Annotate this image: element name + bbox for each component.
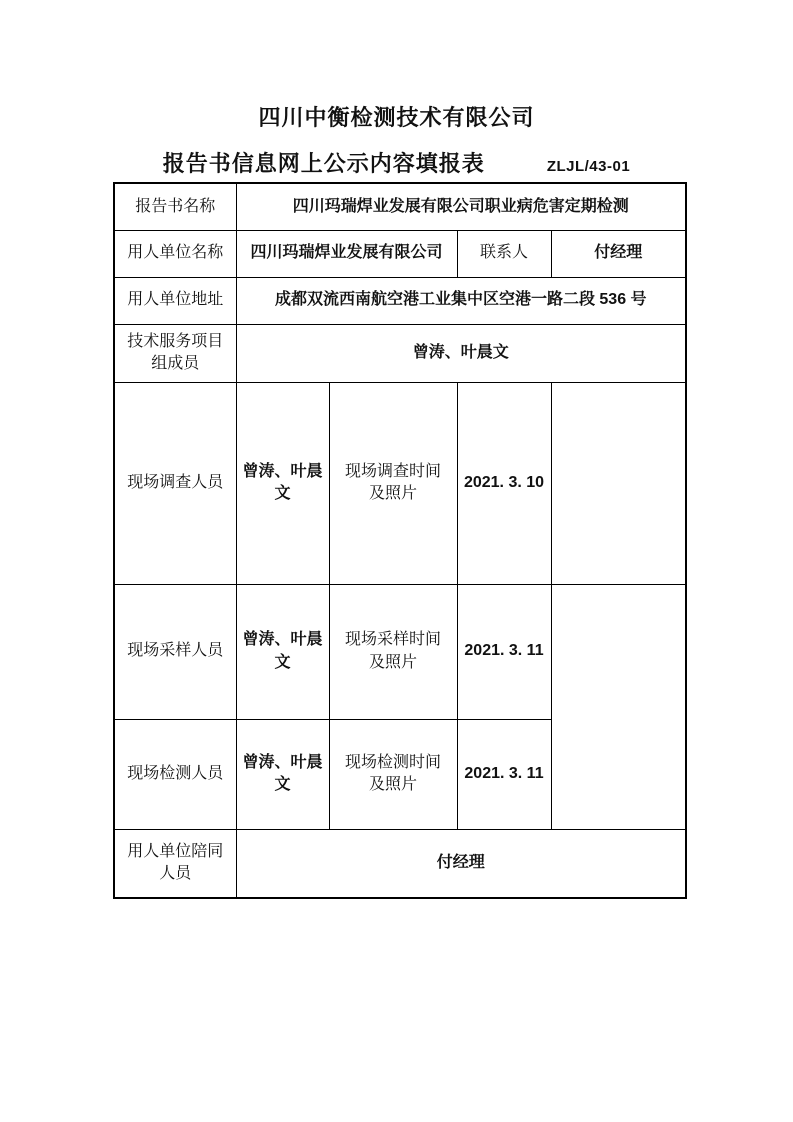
site-survey-personnel: 曾涛、叶晨文 xyxy=(236,382,329,584)
accompanying-person-label: 用人单位陪同人员 xyxy=(114,829,236,898)
employer-address-value: 成都双流西南航空港工业集中区空港一路二段 536 号 xyxy=(236,277,686,324)
form-code: ZLJL/43-01 xyxy=(546,158,631,175)
contact-name-value: 付经理 xyxy=(551,230,686,277)
employer-address-label: 用人单位地址 xyxy=(114,277,236,324)
site-testing-time-photo-label: 现场检测时间及照片 xyxy=(329,719,457,829)
row-project-team xyxy=(114,324,686,382)
site-sampling-time-photo-label: 现场采样时间及照片 xyxy=(329,584,457,719)
site-survey-time-photo-label: 现场调查时间及照片 xyxy=(329,382,457,584)
row-site-survey xyxy=(114,382,686,584)
form-title: 报告书信息网上公示内容填报表 xyxy=(162,151,485,176)
row-accompanying-person xyxy=(114,829,686,898)
site-survey-label: 现场调查人员 xyxy=(114,382,236,584)
report-info-table xyxy=(113,182,687,899)
site-testing-date: 2021. 3. 11 xyxy=(457,719,551,829)
site-sampling-personnel: 曾涛、叶晨文 xyxy=(236,584,329,719)
report-name-label: 报告书名称 xyxy=(114,183,236,230)
form-title-row xyxy=(0,147,793,178)
company-title: 四川中衡检测技术有限公司 xyxy=(258,105,535,130)
contact-label: 联系人 xyxy=(457,230,551,277)
project-team-value: 曾涛、叶晨文 xyxy=(236,324,686,382)
employer-name-value: 四川玛瑞焊业发展有限公司 xyxy=(236,230,457,277)
site-sampling-testing-photo-cell xyxy=(551,584,686,829)
project-team-label: 技术服务项目组成员 xyxy=(114,324,236,382)
row-report-name xyxy=(114,183,686,230)
site-sampling-date: 2021. 3. 11 xyxy=(457,584,551,719)
accompanying-person-value: 付经理 xyxy=(236,829,686,898)
site-testing-label: 现场检测人员 xyxy=(114,719,236,829)
report-name-value: 四川玛瑞焊业发展有限公司职业病危害定期检测 xyxy=(236,183,686,230)
row-employer-address xyxy=(114,277,686,324)
site-sampling-label: 现场采样人员 xyxy=(114,584,236,719)
employer-name-label: 用人单位名称 xyxy=(114,230,236,277)
site-survey-photo-cell xyxy=(551,382,686,584)
site-survey-date: 2021. 3. 10 xyxy=(457,382,551,584)
row-site-sampling xyxy=(114,584,686,719)
site-testing-personnel: 曾涛、叶晨文 xyxy=(236,719,329,829)
row-employer-name xyxy=(114,230,686,277)
